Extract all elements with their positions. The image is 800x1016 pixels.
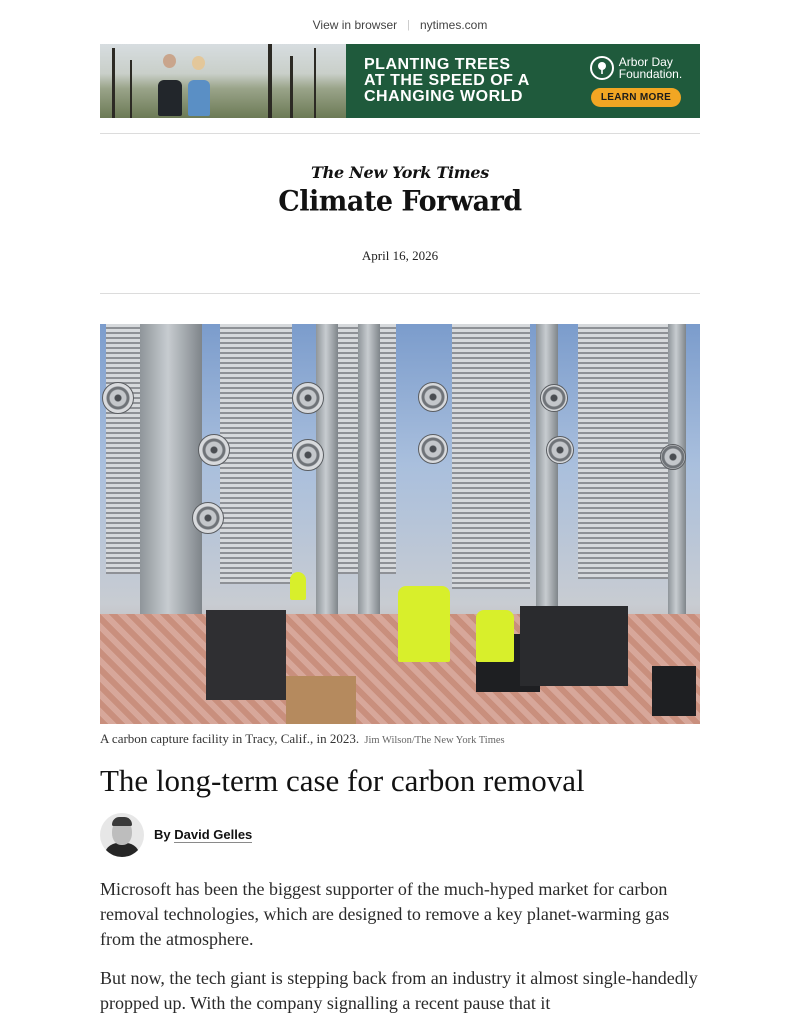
divider-masthead xyxy=(100,293,700,294)
preheader-separator: | xyxy=(407,19,410,31)
caption-text: A carbon capture facility in Tracy, Calif., in 2023. xyxy=(100,731,360,746)
learn-more-button[interactable]: LEARN MORE xyxy=(591,88,681,107)
author-link[interactable]: David Gelles xyxy=(174,827,253,842)
ad-brand: Arbor Day Foundation. xyxy=(618,54,683,81)
tree-seal-icon xyxy=(590,56,614,80)
arbor-day-logo xyxy=(590,56,682,80)
ad-photo xyxy=(100,44,346,118)
hero-caption xyxy=(100,731,700,747)
view-in-browser-link[interactable]: View in browser xyxy=(312,18,398,32)
issue-date: April 16, 2026 xyxy=(361,248,439,263)
author-avatar xyxy=(100,813,144,857)
nyt-logo[interactable]: The New York Times xyxy=(311,163,489,182)
ad-right-panel xyxy=(572,44,700,118)
byline xyxy=(100,812,252,857)
paragraph-2: But now, the tech giant is stepping back from an industry it almost single-handedly propped up. With the company signalling a recent pause that it xyxy=(100,968,698,1013)
photo-credit: Jim Wilson/The New York Times xyxy=(364,735,505,746)
article-headline[interactable]: The long-term case for carbon removal xyxy=(100,763,585,798)
divider-top xyxy=(100,133,700,134)
hero-image[interactable] xyxy=(100,324,700,724)
nytimes-link[interactable]: nytimes.com xyxy=(419,18,488,32)
ad-banner[interactable] xyxy=(100,44,700,118)
byline-prefix: By xyxy=(154,827,171,842)
preheader-bar xyxy=(0,16,800,34)
newsletter-title: Climate Forward xyxy=(278,185,522,218)
ad-headline: PLANTING TREES AT THE SPEED OF A CHANGING WORLD xyxy=(364,56,530,105)
paragraph-1: Microsoft has been the biggest supporter of the much-hyped market for carbon removal technologies, which are designed to remove a key planet-warming gas from the atmosphere. xyxy=(100,879,670,949)
